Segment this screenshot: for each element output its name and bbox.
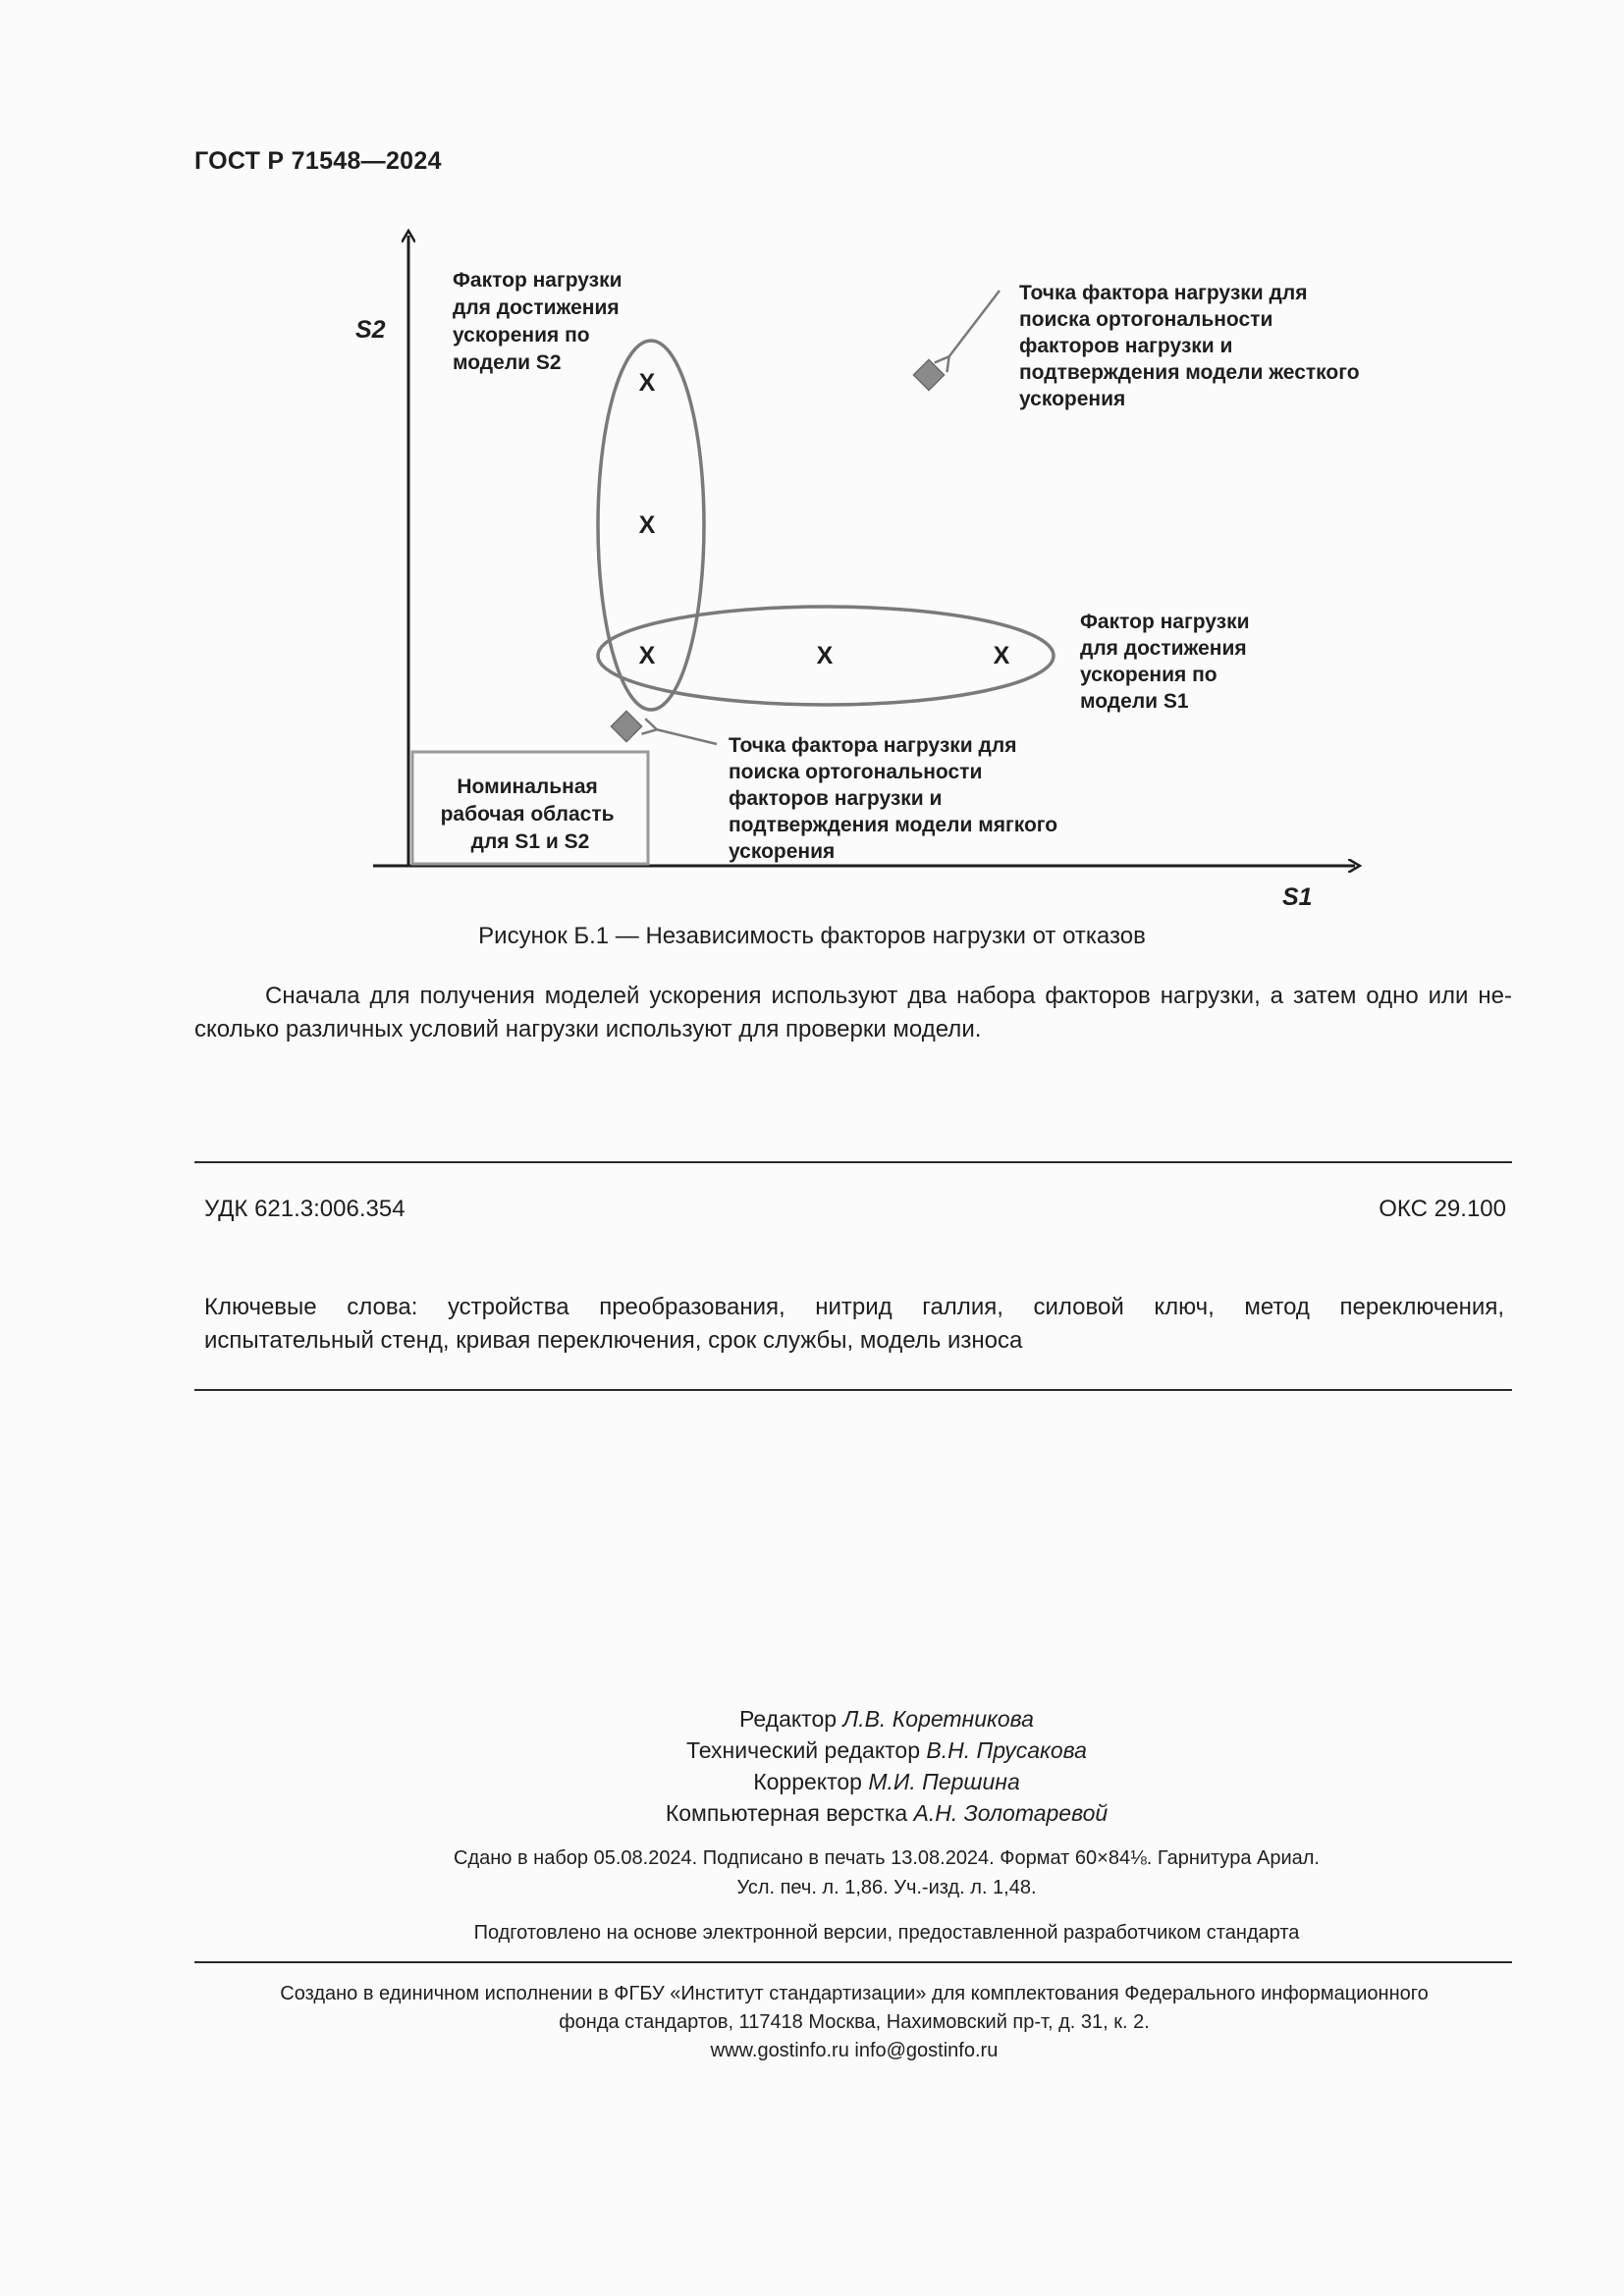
- paragraph-line: сколько различных условий нагрузки используют для проверки модели.: [194, 1016, 982, 1042]
- soft-point-label: [729, 734, 1063, 863]
- credit-name: А.Н. Золотаревой: [913, 1800, 1109, 1826]
- x-axis-label: S1: [1282, 883, 1313, 911]
- credit-role: Компьютерная верстка: [665, 1800, 908, 1826]
- keywords: [204, 1291, 1504, 1358]
- body-paragraph: [194, 980, 1512, 1046]
- label-line: ускорения по: [453, 324, 590, 347]
- credit-name: М.И. Першина: [868, 1769, 1020, 1794]
- nominal-area-label: [441, 775, 621, 853]
- credit-role: Корректор: [753, 1769, 862, 1794]
- data-marker: X: [638, 642, 656, 669]
- label-line: факторов нагрузки и: [1019, 335, 1233, 357]
- soft-acceleration-point: [611, 711, 641, 741]
- hard-point-label: [1019, 282, 1365, 410]
- data-marker: X: [638, 511, 656, 539]
- publication-info: [0, 1843, 1624, 1902]
- prepared-note: Подготовлено на основе электронной версии, предоставленной разработчиком стандарта: [473, 1922, 1300, 1944]
- hard-point-arrow: [948, 291, 1000, 357]
- divider-keywords: [194, 1389, 1512, 1391]
- y-axis-label: S2: [355, 316, 386, 344]
- label-line: модели S2: [453, 351, 562, 374]
- label-line: поиска ортогональности: [729, 761, 983, 783]
- credit-editor: [0, 1703, 1624, 1735]
- publication-line: Сдано в набор 05.08.2024. Подписано в печать 13.08.2024. Формат 60×84⅛. Гарнитура Ариал.: [454, 1847, 1320, 1869]
- label-line: ускорения по: [1080, 664, 1218, 686]
- label-line: подтверждения модели жесткого: [1019, 361, 1360, 384]
- label-line: Точка фактора нагрузки для: [729, 734, 1017, 757]
- credit-proofreader: [0, 1766, 1624, 1797]
- divider-top: [194, 1161, 1512, 1163]
- keywords-line: Ключевые слова: устройства преобразования, нитрид галлия, силовой ключ, метод переключения,: [204, 1294, 1504, 1320]
- label-line: Фактор нагрузки: [453, 269, 623, 292]
- credit-tech-editor: [0, 1735, 1624, 1766]
- label-line: для достижения: [453, 296, 620, 319]
- soft-point-arrow: [656, 729, 717, 744]
- label-line: для достижения: [1080, 637, 1247, 660]
- hard-acceleration-point: [913, 359, 944, 390]
- figure-caption: Рисунок Б.1 — Независимость факторов нагрузки от отказов: [478, 923, 1146, 949]
- document-header: ГОСТ Р 71548—2024: [194, 147, 442, 175]
- label-line: ускорения: [729, 840, 836, 863]
- created-line: Создано в единичном исполнении в ФГБУ «Институт стандартизации» для комплектования Федерального информационного: [280, 1983, 1429, 2004]
- created-note: [196, 1980, 1512, 2065]
- s1-factor-label: [1080, 611, 1255, 713]
- divider-bottom: [194, 1961, 1512, 1963]
- label-line: Точка фактора нагрузки для: [1019, 282, 1308, 304]
- figure-b1: [0, 0, 1624, 982]
- nominal-line: Номинальная: [457, 775, 598, 798]
- label-line: ускорения: [1019, 388, 1126, 410]
- credit-name: В.Н. Прусакова: [926, 1737, 1087, 1763]
- s2-factor-label: [453, 269, 627, 374]
- label-line: модели S1: [1080, 690, 1189, 713]
- data-marker: X: [993, 642, 1010, 669]
- oks-code: ОКС 29.100: [1379, 1196, 1506, 1222]
- label-line: поиска ортогональности: [1019, 308, 1273, 331]
- label-line: Фактор нагрузки: [1080, 611, 1250, 633]
- created-line: фонда стандартов, 117418 Москва, Нахимовский пр-т, д. 31, к. 2.: [559, 2011, 1150, 2033]
- label-line: подтверждения модели мягкого: [729, 814, 1058, 836]
- credit-name: Л.В. Коретникова: [842, 1706, 1034, 1732]
- created-line: www.gostinfo.ru info@gostinfo.ru: [710, 2040, 999, 2061]
- credits-block: [0, 1703, 1624, 1829]
- data-marker: X: [816, 642, 834, 669]
- publication-line: Усл. печ. л. 1,86. Уч.-изд. л. 1,48.: [736, 1877, 1037, 1898]
- credit-role: Технический редактор: [686, 1737, 921, 1763]
- data-marker: X: [638, 369, 656, 397]
- label-line: факторов нагрузки и: [729, 787, 943, 810]
- nominal-line: для S1 и S2: [470, 830, 590, 853]
- credit-layout: [0, 1797, 1624, 1829]
- paragraph-line: Сначала для получения моделей ускорения используют два набора факторов нагрузки, а затем одно или не-: [265, 983, 1512, 1009]
- udk-code: УДК 621.3:006.354: [204, 1196, 406, 1222]
- keywords-line: испытательный стенд, кривая переключения, срок службы, модель износа: [204, 1327, 1023, 1354]
- nominal-line: рабочая область: [440, 803, 615, 826]
- credit-role: Редактор: [739, 1706, 838, 1732]
